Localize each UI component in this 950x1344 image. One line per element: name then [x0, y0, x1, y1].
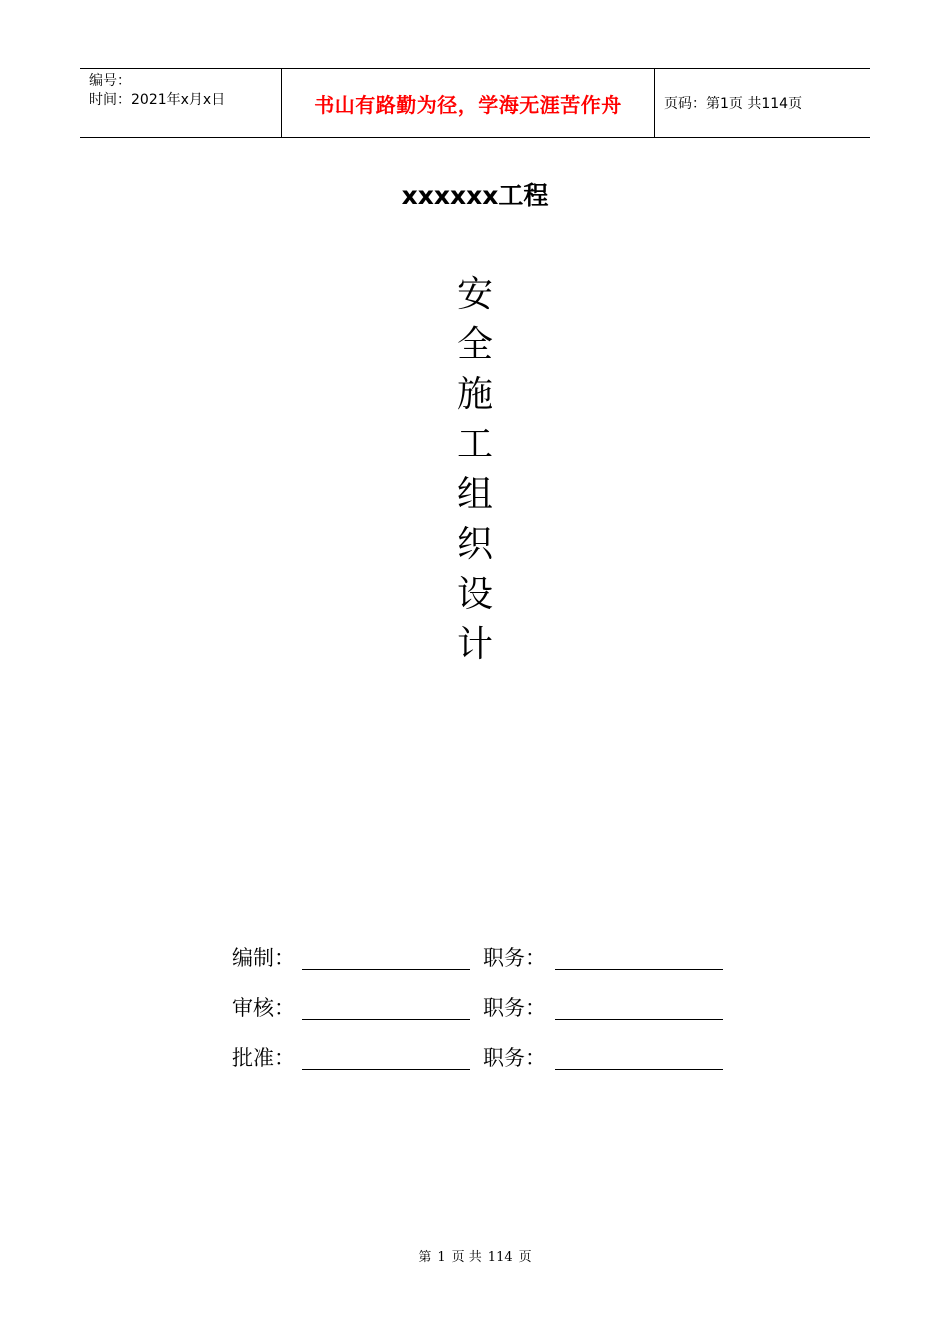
approver-label: 批准：	[232, 1046, 295, 1070]
reviewer-role-label: 职务：	[483, 996, 546, 1020]
approver-role-label: 职务：	[483, 1046, 546, 1070]
header-meta-cell	[80, 69, 281, 137]
page-footer	[0, 1246, 950, 1265]
approver-signature-line[interactable]	[302, 1045, 470, 1070]
document-title-char: 安	[456, 274, 493, 315]
footer-prefix: 第	[418, 1250, 432, 1265]
footer-current-page: 1	[437, 1250, 446, 1265]
signature-block	[232, 922, 732, 1072]
document-title-char: 设	[456, 574, 493, 615]
footer-suffix: 页	[518, 1250, 532, 1265]
document-title-char: 施	[456, 374, 493, 415]
document-title-char: 全	[456, 324, 493, 365]
signature-row-approve	[232, 1022, 732, 1072]
compiler-role-line[interactable]	[555, 945, 723, 970]
compiler-label: 编制：	[232, 946, 295, 970]
header-page-info: 页码：第1页 共114页	[664, 96, 803, 112]
reviewer-signature-line[interactable]	[302, 995, 470, 1020]
compiler-role-label: 职务：	[483, 946, 546, 970]
document-title-char: 组	[456, 474, 493, 515]
page-header	[80, 68, 870, 138]
document-number-label: 编号：	[89, 73, 131, 89]
reviewer-label: 审核：	[232, 996, 295, 1020]
footer-total-pages: 114	[487, 1250, 513, 1265]
document-title-char: 工	[456, 424, 493, 465]
signature-row-compile	[232, 922, 732, 972]
document-title-char: 计	[456, 624, 493, 665]
footer-middle: 页 共	[451, 1250, 482, 1265]
project-title: xxxxxx工程	[401, 181, 549, 210]
compiler-signature-line[interactable]	[302, 945, 470, 970]
document-time-label: 时间：2021年x月x日	[89, 92, 226, 108]
signature-row-review	[232, 972, 732, 1022]
document-title	[445, 270, 505, 670]
approver-role-line[interactable]	[555, 1045, 723, 1070]
header-motto: 书山有路勤为径，学海无涯苦作舟	[281, 69, 655, 137]
document-title-char: 织	[456, 524, 493, 565]
reviewer-role-line[interactable]	[555, 995, 723, 1020]
